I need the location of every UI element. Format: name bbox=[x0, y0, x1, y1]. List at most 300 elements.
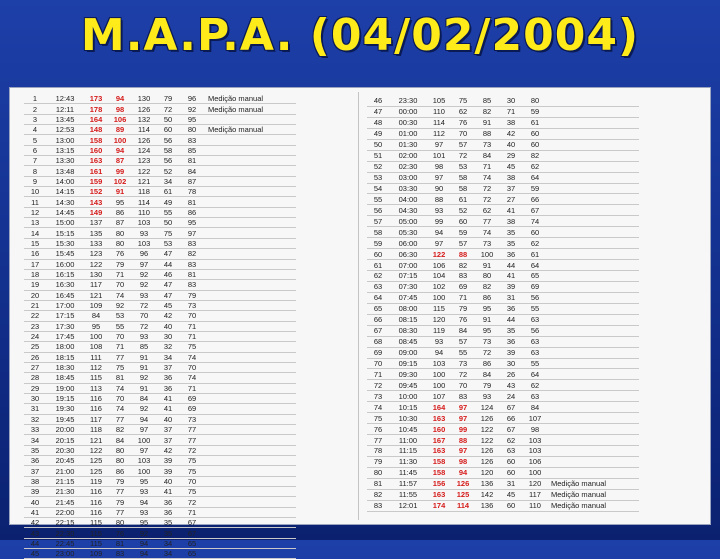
table-cell: 06:00 bbox=[389, 238, 427, 249]
table-row bbox=[367, 139, 639, 150]
table-cell: 44 bbox=[499, 314, 523, 325]
table-cell: 92 bbox=[132, 528, 156, 538]
table-cell: 42 bbox=[24, 518, 46, 528]
table-cell: 116 bbox=[84, 404, 108, 414]
table-cell: 92 bbox=[132, 280, 156, 290]
table-cell: 89 bbox=[108, 125, 132, 135]
table-cell: 112 bbox=[84, 362, 108, 372]
table-row bbox=[24, 197, 296, 207]
table-cell: 109 bbox=[84, 300, 108, 310]
readings-body-left bbox=[24, 94, 296, 559]
table-cell: 57 bbox=[367, 216, 389, 227]
table-row bbox=[367, 128, 639, 139]
table-cell: 44 bbox=[156, 259, 180, 269]
table-cell: 97 bbox=[451, 446, 475, 457]
table-cell-note bbox=[204, 331, 296, 341]
table-cell: 23:00 bbox=[46, 549, 84, 559]
table-cell: 84 bbox=[451, 325, 475, 336]
table-cell: 73 bbox=[451, 358, 475, 369]
table-cell-note bbox=[204, 259, 296, 269]
table-cell: 90 bbox=[427, 183, 451, 194]
table-cell: 64 bbox=[523, 172, 547, 183]
table-cell: 86 bbox=[108, 207, 132, 217]
table-cell: 00:30 bbox=[389, 117, 427, 128]
table-cell: 43 bbox=[24, 528, 46, 538]
table-cell: 55 bbox=[523, 358, 547, 369]
table-cell: 95 bbox=[132, 476, 156, 486]
table-cell: 27 bbox=[24, 362, 46, 372]
table-cell: 48 bbox=[367, 117, 389, 128]
table-row bbox=[24, 290, 296, 300]
table-cell: 113 bbox=[84, 383, 108, 393]
table-cell: 34 bbox=[24, 435, 46, 445]
table-cell: 50 bbox=[367, 139, 389, 150]
table-cell-note bbox=[204, 145, 296, 155]
table-cell-note bbox=[204, 456, 296, 466]
table-cell: 45 bbox=[499, 161, 523, 172]
table-cell: 19 bbox=[24, 280, 46, 290]
table-cell-note bbox=[204, 228, 296, 238]
table-cell: 76 bbox=[451, 117, 475, 128]
table-row bbox=[367, 281, 639, 292]
table-cell: 83 bbox=[367, 500, 389, 511]
table-cell: 121 bbox=[132, 176, 156, 186]
table-cell: 36 bbox=[156, 497, 180, 507]
table-cell: 158 bbox=[84, 135, 108, 145]
table-cell: 74 bbox=[108, 404, 132, 414]
table-cell: 83 bbox=[180, 280, 204, 290]
table-cell: 75 bbox=[180, 456, 204, 466]
table-cell: 95 bbox=[475, 325, 499, 336]
table-cell: 11 bbox=[24, 197, 46, 207]
table-row bbox=[367, 446, 639, 457]
table-cell: 16:00 bbox=[46, 259, 84, 269]
table-cell: 79 bbox=[108, 259, 132, 269]
table-cell-note bbox=[204, 414, 296, 424]
table-cell: 37 bbox=[24, 466, 46, 476]
table-cell: 42 bbox=[156, 445, 180, 455]
table-cell: 07:30 bbox=[389, 281, 427, 292]
table-cell: 79 bbox=[108, 476, 132, 486]
table-row bbox=[24, 497, 296, 507]
table-cell: 94 bbox=[427, 347, 451, 358]
table-cell: 62 bbox=[523, 161, 547, 172]
table-cell: 103 bbox=[427, 358, 451, 369]
table-cell-note bbox=[204, 249, 296, 259]
table-cell: 6 bbox=[24, 145, 46, 155]
table-cell: 122 bbox=[475, 424, 499, 435]
table-cell: 19:00 bbox=[46, 383, 84, 393]
table-cell: 164 bbox=[84, 114, 108, 124]
table-cell-note: Medição manual bbox=[204, 125, 296, 135]
table-cell: 13:00 bbox=[46, 135, 84, 145]
table-cell: 72 bbox=[475, 194, 499, 205]
table-cell: 62 bbox=[499, 435, 523, 446]
table-cell: 71 bbox=[180, 383, 204, 393]
table-cell: 72 bbox=[475, 347, 499, 358]
table-cell-note bbox=[547, 292, 639, 303]
table-cell: 59 bbox=[367, 238, 389, 249]
table-cell: 26 bbox=[499, 369, 523, 380]
table-cell-note bbox=[204, 435, 296, 445]
table-row bbox=[24, 404, 296, 414]
table-cell: 77 bbox=[475, 216, 499, 227]
table-cell: 101 bbox=[427, 150, 451, 161]
table-cell: 76 bbox=[451, 314, 475, 325]
table-cell: 79 bbox=[451, 303, 475, 314]
table-cell: 95 bbox=[132, 518, 156, 528]
table-cell: 35 bbox=[24, 445, 46, 455]
table-cell: 55 bbox=[523, 303, 547, 314]
table-cell: 65 bbox=[367, 303, 389, 314]
table-row bbox=[367, 106, 639, 117]
table-cell: 174 bbox=[427, 500, 451, 511]
table-cell: 14 bbox=[24, 228, 46, 238]
table-cell: 36 bbox=[156, 507, 180, 517]
table-cell-note bbox=[547, 446, 639, 457]
table-cell: 35 bbox=[499, 227, 523, 238]
table-cell: 40 bbox=[24, 497, 46, 507]
table-cell-note bbox=[204, 549, 296, 559]
table-cell-note bbox=[547, 249, 639, 260]
table-cell: 22:00 bbox=[46, 507, 84, 517]
table-cell-note bbox=[547, 194, 639, 205]
table-cell-note bbox=[204, 176, 296, 186]
table-row bbox=[24, 425, 296, 435]
table-cell: 10 bbox=[24, 187, 46, 197]
table-cell-note bbox=[204, 362, 296, 372]
table-cell: 125 bbox=[84, 466, 108, 476]
table-cell: 58 bbox=[367, 227, 389, 238]
table-cell: 97 bbox=[427, 238, 451, 249]
table-cell: 100 bbox=[427, 369, 451, 380]
table-cell-note bbox=[204, 300, 296, 310]
table-cell: 74 bbox=[475, 172, 499, 183]
table-cell: 94 bbox=[108, 145, 132, 155]
table-cell: 75 bbox=[451, 96, 475, 106]
table-cell: 94 bbox=[132, 414, 156, 424]
table-cell-note bbox=[204, 280, 296, 290]
table-row bbox=[367, 358, 639, 369]
table-cell: 94 bbox=[132, 549, 156, 559]
table-cell-note bbox=[204, 311, 296, 321]
table-cell: 53 bbox=[451, 161, 475, 172]
table-cell-note bbox=[204, 187, 296, 197]
table-cell: 5 bbox=[24, 135, 46, 145]
table-row bbox=[24, 393, 296, 403]
table-cell: 70 bbox=[108, 280, 132, 290]
table-cell: 58 bbox=[156, 145, 180, 155]
table-cell: 80 bbox=[108, 518, 132, 528]
table-row bbox=[24, 507, 296, 517]
table-cell: 77 bbox=[108, 507, 132, 517]
table-cell: 77 bbox=[180, 435, 204, 445]
table-cell: 18:00 bbox=[46, 342, 84, 352]
table-row bbox=[24, 104, 296, 114]
table-row bbox=[24, 487, 296, 497]
table-cell: 35 bbox=[156, 528, 180, 538]
table-row bbox=[367, 205, 639, 216]
table-cell: 178 bbox=[84, 104, 108, 114]
table-cell-note bbox=[547, 139, 639, 150]
table-cell: 47 bbox=[156, 249, 180, 259]
table-cell-note bbox=[547, 106, 639, 117]
table-row bbox=[367, 500, 639, 511]
table-cell-note bbox=[547, 391, 639, 402]
table-cell: 80 bbox=[180, 125, 204, 135]
table-cell: 126 bbox=[475, 456, 499, 467]
table-cell: 39 bbox=[156, 466, 180, 476]
table-cell: 04:30 bbox=[389, 205, 427, 216]
table-cell: 55 bbox=[367, 194, 389, 205]
table-cell: 62 bbox=[367, 271, 389, 282]
table-cell: 29 bbox=[499, 150, 523, 161]
table-cell: 83 bbox=[108, 549, 132, 559]
table-cell: 31 bbox=[24, 404, 46, 414]
table-cell: 37 bbox=[156, 435, 180, 445]
table-cell: 81 bbox=[108, 373, 132, 383]
table-cell: 19:15 bbox=[46, 393, 84, 403]
table-cell: 95 bbox=[475, 303, 499, 314]
table-cell: 63 bbox=[523, 336, 547, 347]
table-cell: 167 bbox=[427, 435, 451, 446]
table-cell: 20:45 bbox=[46, 456, 84, 466]
table-cell: 124 bbox=[132, 145, 156, 155]
table-cell: 118 bbox=[132, 187, 156, 197]
table-row bbox=[24, 94, 296, 104]
table-cell: 82 bbox=[475, 106, 499, 117]
table-cell: 126 bbox=[451, 478, 475, 489]
table-row bbox=[24, 176, 296, 186]
table-cell: 98 bbox=[108, 104, 132, 114]
table-cell: 98 bbox=[427, 161, 451, 172]
table-row bbox=[24, 218, 296, 228]
table-cell: 116 bbox=[84, 487, 108, 497]
table-cell: 80 bbox=[108, 445, 132, 455]
table-cell: 63 bbox=[523, 391, 547, 402]
table-cell: 10:45 bbox=[389, 424, 427, 435]
table-cell: 94 bbox=[451, 467, 475, 478]
table-cell: 66 bbox=[367, 314, 389, 325]
table-cell-note bbox=[547, 216, 639, 227]
table-cell: 80 bbox=[108, 228, 132, 238]
table-cell: 21:45 bbox=[46, 497, 84, 507]
table-cell: 88 bbox=[451, 249, 475, 260]
table-cell: 29 bbox=[24, 383, 46, 393]
table-cell: 122 bbox=[475, 435, 499, 446]
table-cell: 91 bbox=[108, 187, 132, 197]
table-cell: 74 bbox=[475, 227, 499, 238]
table-cell: 88 bbox=[475, 128, 499, 139]
table-row bbox=[24, 259, 296, 269]
table-cell: 159 bbox=[84, 176, 108, 186]
table-cell: 130 bbox=[84, 269, 108, 279]
table-cell: 49 bbox=[367, 128, 389, 139]
table-cell-note bbox=[547, 260, 639, 271]
table-cell: 30 bbox=[156, 331, 180, 341]
table-cell: 40 bbox=[499, 139, 523, 150]
table-row bbox=[367, 424, 639, 435]
table-cell: 3 bbox=[24, 114, 46, 124]
table-cell: 148 bbox=[84, 125, 108, 135]
table-cell: 110 bbox=[523, 500, 547, 511]
table-cell: 36 bbox=[24, 456, 46, 466]
table-cell-note bbox=[547, 303, 639, 314]
table-cell: 19:30 bbox=[46, 404, 84, 414]
table-cell: 41 bbox=[156, 487, 180, 497]
table-cell-note bbox=[547, 424, 639, 435]
table-cell: 40 bbox=[156, 321, 180, 331]
table-cell: 100 bbox=[108, 135, 132, 145]
table-row bbox=[367, 314, 639, 325]
table-cell: 39 bbox=[499, 281, 523, 292]
table-cell: 18:45 bbox=[46, 373, 84, 383]
table-cell: 61 bbox=[367, 260, 389, 271]
table-cell: 55 bbox=[108, 321, 132, 331]
table-cell: 126 bbox=[475, 446, 499, 457]
table-cell: 75 bbox=[180, 466, 204, 476]
table-cell: 103 bbox=[523, 446, 547, 457]
table-cell: 123 bbox=[132, 156, 156, 166]
table-cell: 78 bbox=[367, 446, 389, 457]
table-cell: 73 bbox=[475, 139, 499, 150]
table-cell: 22:30 bbox=[46, 528, 84, 538]
table-cell: 85 bbox=[475, 96, 499, 106]
table-cell: 08:15 bbox=[389, 314, 427, 325]
table-cell-note bbox=[547, 96, 639, 106]
table-cell: 80 bbox=[108, 456, 132, 466]
table-cell: 67 bbox=[367, 325, 389, 336]
table-cell: 12 bbox=[24, 207, 46, 217]
table-cell: 71 bbox=[475, 161, 499, 172]
table-cell: 17 bbox=[24, 259, 46, 269]
table-cell: 10:00 bbox=[389, 391, 427, 402]
table-cell: 84 bbox=[523, 402, 547, 413]
table-cell: 56 bbox=[523, 292, 547, 303]
table-cell: 107 bbox=[523, 413, 547, 424]
table-cell: 114 bbox=[451, 500, 475, 511]
table-cell-note bbox=[204, 342, 296, 352]
table-cell: 15:30 bbox=[46, 238, 84, 248]
table-cell: 72 bbox=[156, 104, 180, 114]
table-cell: 36 bbox=[156, 383, 180, 393]
table-cell: 45 bbox=[499, 489, 523, 500]
table-cell: 41 bbox=[156, 393, 180, 403]
table-cell: 92 bbox=[108, 300, 132, 310]
table-cell: 75 bbox=[180, 487, 204, 497]
table-cell: 86 bbox=[108, 466, 132, 476]
table-cell: 70 bbox=[180, 362, 204, 372]
table-cell: 27 bbox=[499, 194, 523, 205]
table-row bbox=[367, 260, 639, 271]
table-cell: 73 bbox=[475, 336, 499, 347]
table-cell: 95 bbox=[108, 197, 132, 207]
table-cell: 98 bbox=[523, 424, 547, 435]
table-cell: 123 bbox=[84, 249, 108, 259]
table-cell: 63 bbox=[523, 314, 547, 325]
abpm-data-sheet bbox=[10, 88, 710, 559]
table-cell: 80 bbox=[475, 271, 499, 282]
table-row bbox=[24, 207, 296, 217]
table-cell: 60 bbox=[499, 500, 523, 511]
table-cell: 65 bbox=[180, 538, 204, 548]
table-cell: 81 bbox=[367, 478, 389, 489]
table-cell: 53 bbox=[156, 238, 180, 248]
table-cell: 74 bbox=[180, 352, 204, 362]
table-cell: 72 bbox=[451, 369, 475, 380]
table-cell: 59 bbox=[523, 183, 547, 194]
table-cell: 22:45 bbox=[46, 538, 84, 548]
table-cell: 67 bbox=[180, 518, 204, 528]
table-row bbox=[367, 467, 639, 478]
table-cell: 115 bbox=[84, 538, 108, 548]
table-cell: 46 bbox=[156, 269, 180, 279]
table-cell: 60 bbox=[523, 227, 547, 238]
table-cell: 78 bbox=[180, 187, 204, 197]
table-cell-note bbox=[547, 380, 639, 391]
table-row bbox=[367, 161, 639, 172]
table-row bbox=[367, 271, 639, 282]
table-cell: 7 bbox=[24, 156, 46, 166]
table-row bbox=[24, 549, 296, 559]
table-cell: 74 bbox=[108, 290, 132, 300]
table-cell: 02:00 bbox=[389, 150, 427, 161]
table-cell-note bbox=[204, 321, 296, 331]
table-cell: 79 bbox=[475, 380, 499, 391]
table-cell-note: Medição manual bbox=[204, 94, 296, 104]
table-cell: 79 bbox=[367, 456, 389, 467]
table-cell: 38 bbox=[24, 476, 46, 486]
table-cell: 100 bbox=[523, 467, 547, 478]
table-cell: 73 bbox=[475, 238, 499, 249]
table-cell: 125 bbox=[84, 456, 108, 466]
table-cell: 62 bbox=[523, 238, 547, 249]
table-cell-note bbox=[204, 218, 296, 228]
table-cell: 142 bbox=[475, 489, 499, 500]
table-cell: 60 bbox=[451, 216, 475, 227]
table-cell: 137 bbox=[84, 218, 108, 228]
table-cell: 136 bbox=[475, 500, 499, 511]
table-cell-note bbox=[547, 314, 639, 325]
table-row bbox=[24, 476, 296, 486]
table-cell: 30 bbox=[499, 358, 523, 369]
table-cell: 70 bbox=[367, 358, 389, 369]
table-cell: 97 bbox=[132, 259, 156, 269]
table-cell: 63 bbox=[367, 281, 389, 292]
table-cell: 44 bbox=[499, 260, 523, 271]
table-cell: 86 bbox=[475, 358, 499, 369]
table-cell-note bbox=[547, 271, 639, 282]
table-cell: 66 bbox=[499, 413, 523, 424]
table-cell-note bbox=[204, 373, 296, 383]
table-cell: 35 bbox=[156, 518, 180, 528]
table-cell: 4 bbox=[24, 125, 46, 135]
table-cell: 116 bbox=[84, 393, 108, 403]
table-cell: 114 bbox=[132, 197, 156, 207]
table-cell: 11:45 bbox=[389, 467, 427, 478]
table-cell: 41 bbox=[24, 507, 46, 517]
table-cell: 98 bbox=[451, 456, 475, 467]
table-cell: 21 bbox=[24, 300, 46, 310]
table-cell: 125 bbox=[451, 489, 475, 500]
table-row bbox=[24, 125, 296, 135]
table-cell: 111 bbox=[84, 352, 108, 362]
table-cell: 73 bbox=[180, 300, 204, 310]
table-cell: 84 bbox=[475, 369, 499, 380]
table-cell: 57 bbox=[451, 336, 475, 347]
table-cell: 83 bbox=[451, 391, 475, 402]
table-cell: 05:30 bbox=[389, 227, 427, 238]
